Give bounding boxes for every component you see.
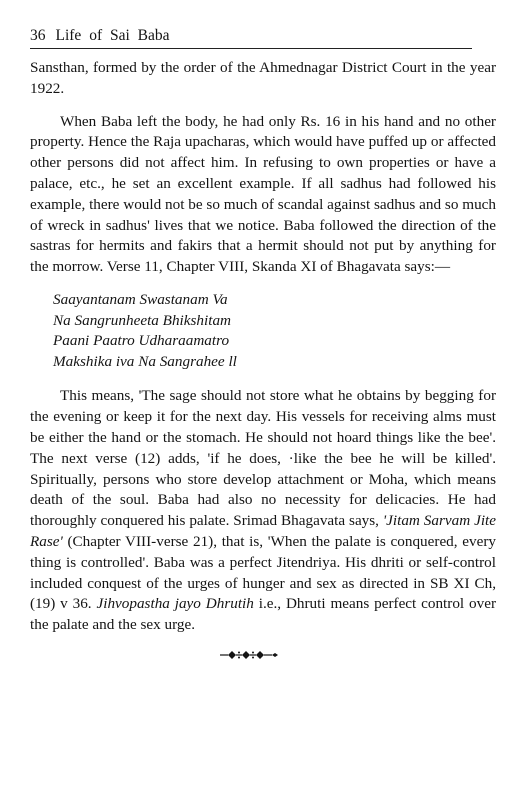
verse-line: Makshika iva Na Sangrahee ll [53,352,237,370]
page-number: 36 [30,27,46,44]
header-rule [30,48,472,49]
running-title: Life of Sai Baba [55,27,170,44]
paragraph-verse-meaning [30,386,496,636]
paragraph-continuation: Sansthan, formed by the order of the Ahmednagar District Court in the year 1922. [30,59,496,97]
floral-divider-icon [30,648,496,664]
book-page [30,26,496,664]
text-run: i.e., Dhruti means perfect control over the palate and the sex urge. [30,595,496,634]
text-run: (Chapter VIII-verse 21), that is, 'When the palate is conquered, every thing is controlled'. Baba was a perfect Jitendriya. His dhriti or self-control included conquest of the urges of hunger and sex as directed in SB XI Ch, (19) v 36. [30,532,496,613]
running-header [30,26,496,46]
verse-line: Saayantanam Swastanam Va [53,290,228,308]
quote-jitam-sarvam: 'Jitam Sarvam Jite Rase' [30,512,496,550]
verse-line: Paani Paatro Udharaamatro [53,332,230,350]
page-body [30,58,496,636]
ornament-glyph [218,648,282,662]
verse-line: Na Sangrunheeta Bhikshitam [53,311,232,329]
quote-jihvopastha: Jihvopastha jayo Dhrutih [96,595,254,613]
text-run: This means, 'The sage should not store what he obtains by begging for the evening or keep it for the next day. His vessels for receiving alms must be either the hand or the stomach. He should not hoard things like the bee'. The next verse (12) adds, 'if he does, ·like the bee he will be killed'. Spiritually, persons who store develop attachment or Moha, which means death of the soul. Baba had also no necessity for delicacies. He had thoroughly conquered his palate. Srimad Bhagavata says, [30,387,496,530]
sanskrit-verse [53,290,496,372]
paragraph-baba-property: When Baba left the body, he had only Rs. 16 in his hand and no other property. Hence the Raja upacharas, which would have puffed up or affected other persons did not affect him. In refusing to own properties or have a palace, etc., he set an excellent example. If all sadhus had followed his example, there would not be so much of scandal against sadhus and so much of wreck in sadhus' lives that we notice. Baba followed the direction of the sastras for hermits and fakirs that a hermit should not put by anything for the morrow. Verse 11, Chapter VIII, Skanda XI of Bhagavata says:— [30,112,496,276]
